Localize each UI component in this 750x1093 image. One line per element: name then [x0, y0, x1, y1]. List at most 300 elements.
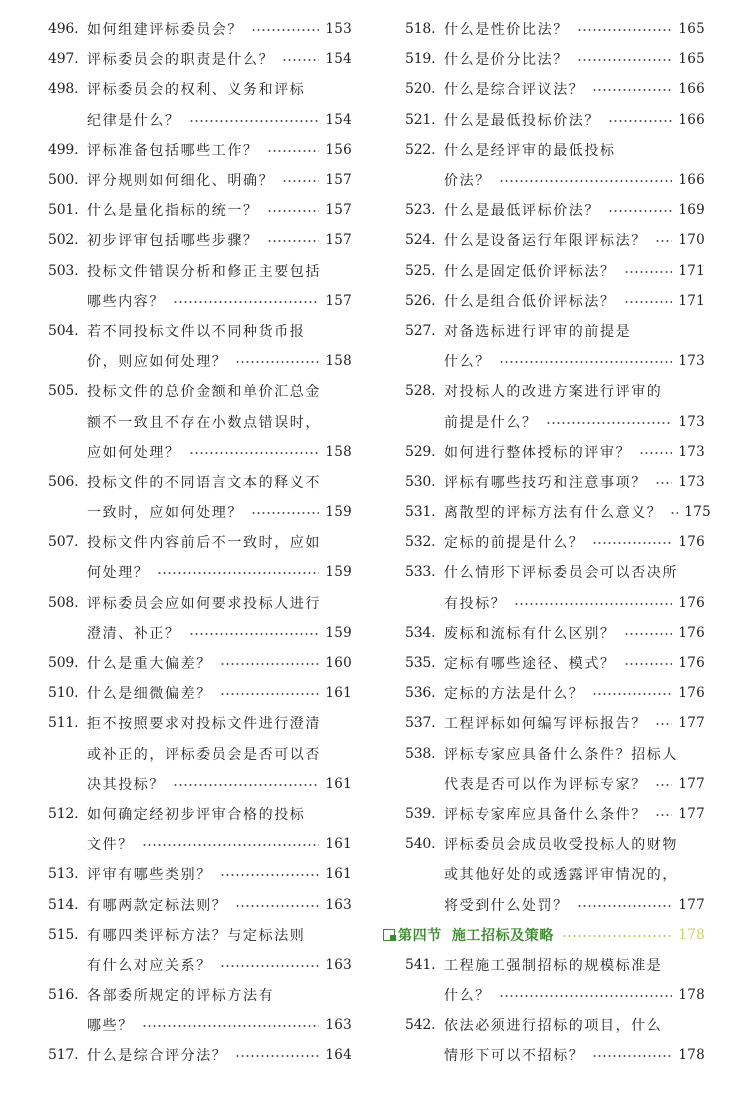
entry-title: 什么是价分比法？	[444, 52, 569, 69]
section-heading[interactable]	[398, 920, 705, 950]
dot-leader	[173, 301, 319, 303]
toc-entry-line	[48, 44, 352, 74]
toc-entry-line	[405, 618, 705, 648]
entry-title: 额不一致且不存在小数点错误时，	[87, 414, 321, 431]
toc-entry-line	[405, 859, 705, 889]
dot-leader	[592, 89, 672, 91]
entry-number: 509.	[48, 655, 79, 672]
entry-title: 或其他好处的或透露评审情况的，	[444, 867, 678, 884]
toc-entry[interactable]	[405, 286, 705, 316]
entry-title: 评标委员会成员收受投标人的财物	[444, 837, 678, 854]
dot-leader	[592, 542, 672, 544]
entry-number: 499.	[48, 141, 79, 158]
dot-leader	[499, 995, 673, 997]
dot-leader	[546, 422, 673, 424]
toc-entry-line	[48, 165, 352, 195]
dot-leader	[157, 572, 319, 574]
entry-title: 有投标？	[444, 595, 507, 612]
entry-number: 540.	[405, 836, 436, 853]
entry-page-number: 177	[678, 896, 705, 913]
entry-title: 投标文件的总价金额和单价汇总金	[87, 384, 321, 401]
entry-title: 什么是性价比法？	[444, 22, 569, 39]
dot-leader	[267, 210, 320, 212]
toc-entry[interactable]	[405, 256, 705, 286]
entry-page-number: 157	[325, 202, 352, 219]
entry-number: 513.	[48, 866, 79, 883]
toc-entry-line	[405, 980, 705, 1010]
dot-leader	[220, 663, 320, 665]
toc-entry-line	[48, 889, 352, 919]
toc-entry-line	[405, 467, 705, 497]
dot-leader	[655, 482, 673, 484]
entry-title: 纪律是什么？	[87, 112, 181, 129]
toc-entry-line	[405, 648, 705, 678]
toc-entry-line	[48, 437, 352, 467]
toc-entry-line	[48, 859, 352, 889]
entry-number: 536.	[405, 685, 436, 702]
entry-title: 对投标人的改进方案进行评审的	[444, 384, 663, 401]
toc-entry[interactable]	[405, 437, 705, 467]
entry-number: 526.	[405, 292, 436, 309]
entry-number: 524.	[405, 232, 436, 249]
entry-number: 498.	[48, 81, 79, 98]
entry-page-number: 177	[678, 805, 705, 822]
toc-entry-line	[48, 678, 352, 708]
entry-number: 537.	[405, 715, 436, 732]
toc-entry-line	[405, 497, 712, 527]
toc-entry[interactable]	[48, 165, 352, 195]
dot-leader	[189, 452, 320, 454]
entry-page-number: 178	[678, 1047, 705, 1064]
toc-entry-line	[48, 618, 352, 648]
toc-entry[interactable]	[405, 467, 705, 497]
dot-leader	[282, 59, 319, 61]
entry-number: 510.	[48, 685, 79, 702]
toc-entry-line	[48, 708, 352, 738]
toc-right-column	[398, 14, 712, 1071]
entry-page-number: 176	[678, 685, 705, 702]
toc-entry[interactable]	[48, 316, 352, 376]
entry-page-number: 166	[678, 111, 705, 128]
toc-entry[interactable]	[405, 44, 705, 74]
toc-entry-line	[405, 950, 705, 980]
toc-entry-line	[405, 44, 705, 74]
dot-leader	[173, 784, 319, 786]
toc-entry-line	[405, 829, 705, 859]
entry-page-number: 177	[678, 775, 705, 792]
toc-entry[interactable]	[48, 195, 352, 225]
entry-title: 决其投标？	[87, 776, 165, 793]
dot-leader	[655, 784, 673, 786]
entry-page-number: 166	[678, 172, 705, 189]
toc-entry[interactable]	[405, 497, 712, 527]
entry-page-number: 176	[678, 594, 705, 611]
toc-entry-line	[48, 467, 352, 497]
toc-entry[interactable]	[48, 376, 352, 467]
entry-number: 521.	[405, 111, 436, 128]
entry-title: 什么是细微偏差？	[87, 686, 212, 703]
toc-entry-line	[405, 286, 705, 316]
entry-page-number: 173	[678, 473, 705, 490]
toc-right-list	[405, 14, 712, 920]
toc-entry[interactable]	[48, 588, 352, 648]
entry-number: 505.	[48, 383, 79, 400]
toc-entry-line	[48, 829, 352, 859]
toc-entry-line	[48, 1010, 352, 1040]
entry-title: 什么是经评审的最低投标	[444, 142, 616, 159]
entry-title: 澄清、补正？	[87, 625, 181, 642]
toc-entry[interactable]	[405, 739, 705, 799]
toc-entry-line	[48, 527, 352, 557]
entry-title: 评标委员会的职责是什么？	[87, 52, 275, 69]
entry-page-number: 165	[678, 21, 705, 38]
toc-entry-line	[48, 406, 352, 436]
entry-title: 评标专家应具备什么条件？招标人	[444, 746, 678, 763]
toc-entry[interactable]	[405, 74, 705, 104]
entry-title: 若不同投标文件以不同种货币报	[87, 323, 306, 340]
entry-number: 514.	[48, 896, 79, 913]
toc-entry[interactable]	[48, 678, 352, 708]
entry-title: 哪些内容？	[87, 293, 165, 310]
entry-page-number: 166	[678, 81, 705, 98]
entry-page-number: 173	[678, 443, 705, 460]
toc-entry-line	[48, 376, 352, 406]
toc-entry[interactable]	[48, 1040, 352, 1070]
dot-leader	[577, 29, 673, 31]
dot-leader	[235, 361, 319, 363]
entry-title: 什么是设备运行年限评标法？	[444, 233, 647, 250]
entry-title: 有哪两款定标法则？	[87, 897, 228, 914]
entry-page-number: 163	[325, 956, 352, 973]
toc-entry[interactable]	[405, 316, 705, 376]
entry-page-number: 176	[678, 534, 705, 551]
toc-entry-line	[405, 588, 705, 618]
entry-number: 522.	[405, 141, 436, 158]
toc-right-list-after	[405, 950, 705, 1071]
entry-title: 一致时，应如何处理？	[87, 505, 243, 522]
toc-entry[interactable]	[48, 44, 352, 74]
entry-number: 525.	[405, 262, 436, 279]
toc-entry-line	[405, 678, 705, 708]
toc-entry-line	[405, 739, 705, 769]
toc-entry[interactable]	[405, 618, 705, 648]
toc-entry[interactable]	[48, 799, 352, 859]
toc-entry-line	[405, 14, 705, 44]
toc-entry-line	[48, 14, 352, 44]
entry-page-number: 178	[678, 987, 705, 1004]
dot-leader	[282, 180, 319, 182]
entry-number: 531.	[405, 504, 436, 521]
entry-page-number: 173	[678, 413, 705, 430]
entry-title: 评审有哪些类别？	[87, 867, 212, 884]
entry-title: 哪些？	[87, 1018, 134, 1035]
dot-leader	[655, 814, 673, 816]
entry-title: 离散型的评标方法有什么意义？	[444, 505, 663, 522]
entry-number: 520.	[405, 81, 436, 98]
entry-title: 什么情形下评标委员会可以否决所	[444, 565, 678, 582]
dot-leader	[624, 271, 673, 273]
entry-title: 什么？	[444, 354, 491, 371]
dot-leader	[251, 29, 319, 31]
toc-entry-line	[48, 769, 352, 799]
entry-title: 如何组建评标委员会？	[87, 22, 243, 39]
dot-leader	[562, 935, 672, 937]
entry-number: 538.	[405, 745, 436, 762]
toc-entry-line	[405, 437, 705, 467]
toc-entry-line	[405, 195, 705, 225]
entry-title: 定标的前提是什么？	[444, 535, 585, 552]
entry-title: 前提是什么？	[444, 414, 538, 431]
toc-entry-line	[48, 739, 352, 769]
dot-leader	[624, 301, 673, 303]
toc-entry[interactable]	[405, 527, 705, 557]
entry-title: 初步评审包括哪些步骤？	[87, 233, 259, 250]
toc-entry-line	[48, 286, 352, 316]
entry-number: 518.	[405, 21, 436, 38]
toc-entry-line	[48, 950, 352, 980]
toc-entry[interactable]	[48, 889, 352, 919]
toc-entry[interactable]	[405, 105, 705, 135]
toc-entry-line	[48, 316, 352, 346]
toc-entry-line	[405, 799, 705, 829]
toc-entry[interactable]	[405, 557, 705, 617]
dot-leader	[499, 180, 673, 182]
entry-number: 496.	[48, 21, 79, 38]
entry-number: 502.	[48, 232, 79, 249]
toc-entry[interactable]	[48, 135, 352, 165]
dot-leader	[235, 905, 319, 907]
dot-leader	[655, 240, 673, 242]
entry-page-number: 161	[325, 775, 352, 792]
section-page-number: 178	[678, 926, 705, 943]
dot-leader	[267, 150, 320, 152]
entry-number: 497.	[48, 51, 79, 68]
entry-number: 507.	[48, 534, 79, 551]
toc-entry[interactable]	[405, 195, 705, 225]
entry-page-number: 159	[325, 624, 352, 641]
toc-entry[interactable]	[48, 527, 352, 587]
entry-title: 投标文件错误分析和修正主要包括	[87, 263, 321, 280]
entry-number: 517.	[48, 1047, 79, 1064]
toc-entry[interactable]	[405, 829, 705, 920]
toc-entry-line	[48, 648, 352, 678]
entry-number: 541.	[405, 956, 436, 973]
entry-number: 539.	[405, 805, 436, 822]
entry-number: 532.	[405, 534, 436, 551]
dot-leader	[577, 905, 673, 907]
toc-entry-line	[405, 135, 705, 165]
toc-entry[interactable]	[48, 648, 352, 678]
entry-title: 各部委所规定的评标方法有	[87, 988, 275, 1005]
toc-entry[interactable]	[48, 859, 352, 889]
toc-entry-line	[405, 376, 705, 406]
toc-entry[interactable]	[405, 799, 705, 829]
toc-entry[interactable]	[405, 950, 705, 1010]
toc-entry-line	[405, 105, 705, 135]
toc-entry[interactable]	[405, 135, 705, 195]
toc-entry[interactable]	[405, 376, 705, 436]
toc-entry[interactable]	[405, 225, 705, 255]
entry-title: 定标有哪些途径、模式？	[444, 656, 616, 673]
toc-entry[interactable]	[405, 678, 705, 708]
toc-entry-line	[405, 1040, 705, 1070]
entry-page-number: 171	[678, 292, 705, 309]
entry-title: 将受到什么处罚？	[444, 897, 569, 914]
dot-leader	[220, 693, 320, 695]
entry-page-number: 161	[325, 836, 352, 853]
dot-leader	[624, 633, 673, 635]
entry-title: 或补正的，评标委员会是否可以否	[87, 746, 321, 763]
entry-page-number: 161	[325, 685, 352, 702]
section-square-icon	[383, 929, 395, 941]
toc-entry[interactable]	[48, 225, 352, 255]
toc-entry-line	[48, 105, 352, 135]
entry-number: 512.	[48, 805, 79, 822]
toc-entry[interactable]	[405, 648, 705, 678]
entry-title: 代表是否可以作为评标专家？	[444, 776, 647, 793]
entry-page-number: 163	[325, 896, 352, 913]
entry-title: 何处理？	[87, 565, 150, 582]
toc-entry-line	[405, 406, 705, 436]
entry-page-number: 170	[678, 232, 705, 249]
entry-title: 投标文件的不同语言文本的释义不	[87, 474, 321, 491]
dot-leader	[220, 874, 320, 876]
entry-page-number: 158	[325, 443, 352, 460]
entry-title: 什么？	[444, 988, 491, 1005]
dot-leader	[220, 965, 320, 967]
entry-title: 什么是综合评议法？	[444, 82, 585, 99]
entry-number: 533.	[405, 564, 436, 581]
toc-left-column	[48, 14, 352, 1071]
toc-entry-line	[405, 1010, 705, 1040]
toc-entry[interactable]	[48, 14, 352, 44]
toc-entry-line	[48, 980, 352, 1010]
entry-title: 评标委员会应如何要求投标人进行	[87, 595, 321, 612]
entry-title: 评分规则如何细化、明确？	[87, 173, 275, 190]
entry-title: 废标和流标有什么区别？	[444, 625, 616, 642]
toc-entry-line	[48, 135, 352, 165]
entry-number: 500.	[48, 172, 79, 189]
entry-page-number: 173	[678, 353, 705, 370]
entry-title: 有什么对应关系？	[87, 957, 212, 974]
toc-entry-line	[405, 225, 705, 255]
toc-entry-line	[48, 225, 352, 255]
toc-entry-line	[48, 557, 352, 587]
entry-page-number: 160	[325, 655, 352, 672]
entry-title: 拒不按照要求对投标文件进行澄清	[87, 716, 321, 733]
entry-page-number: 161	[325, 866, 352, 883]
toc-entry[interactable]	[48, 256, 352, 316]
dot-leader	[189, 633, 320, 635]
dot-leader	[608, 120, 672, 122]
toc-entry[interactable]	[48, 708, 352, 799]
entry-page-number: 157	[325, 232, 352, 249]
entry-title: 工程评标如何编写评标报告？	[444, 716, 647, 733]
dot-leader	[592, 693, 672, 695]
toc-entry-line	[48, 1040, 352, 1070]
toc-entry-line	[405, 889, 705, 919]
entry-title: 评标准备包括哪些工作？	[87, 142, 259, 159]
entry-number: 515.	[48, 926, 79, 943]
entry-number: 535.	[405, 655, 436, 672]
toc-entry-line	[405, 346, 705, 376]
entry-page-number: 159	[325, 564, 352, 581]
toc-entry[interactable]	[405, 14, 705, 44]
entry-page-number: 159	[325, 504, 352, 521]
entry-title: 什么是量化指标的统一？	[87, 203, 259, 220]
entry-title: 情形下可以不招标？	[444, 1048, 585, 1065]
entry-number: 508.	[48, 594, 79, 611]
entry-number: 501.	[48, 202, 79, 219]
entry-number: 506.	[48, 473, 79, 490]
toc-entry-line	[48, 799, 352, 829]
entry-title: 什么是组合低价评标法？	[444, 293, 616, 310]
entry-number: 503.	[48, 262, 79, 279]
entry-title: 评标委员会的权利、义务和评标	[87, 82, 306, 99]
toc-entry-line	[405, 708, 705, 738]
entry-title: 什么是最低投标价法？	[444, 112, 600, 129]
entry-title: 价法？	[444, 173, 491, 190]
entry-number: 523.	[405, 202, 436, 219]
dot-leader	[142, 844, 320, 846]
entry-title: 依法必须进行招标的项目，什么	[444, 1018, 663, 1035]
toc-entry-line	[405, 256, 705, 286]
entry-title: 文件？	[87, 837, 134, 854]
entry-number: 519.	[405, 51, 436, 68]
entry-title: 什么是最低评标价法？	[444, 203, 600, 220]
entry-page-number: 175	[684, 504, 712, 521]
dot-leader	[251, 512, 319, 514]
entry-page-number: 157	[325, 172, 352, 189]
entry-title: 如何进行整体授标的评审？	[444, 444, 632, 461]
entry-page-number: 165	[678, 51, 705, 68]
entry-number: 516.	[48, 987, 79, 1004]
entry-title: 什么是重大偏差？	[87, 656, 212, 673]
toc-entry[interactable]	[48, 467, 352, 527]
entry-title: 投标文件内容前后不一致时，应如	[87, 535, 321, 552]
toc-entry[interactable]	[405, 708, 705, 738]
toc-entry[interactable]	[48, 980, 352, 1040]
toc-entry-line	[48, 74, 352, 104]
entry-page-number: 169	[678, 202, 705, 219]
entry-number: 528.	[405, 383, 436, 400]
toc-entry-line	[405, 74, 705, 104]
dot-leader	[189, 120, 320, 122]
dot-leader	[624, 663, 673, 665]
entry-page-number: 156	[325, 141, 352, 158]
dot-leader	[499, 361, 673, 363]
dot-leader	[592, 1055, 672, 1057]
entry-page-number: 154	[325, 51, 352, 68]
dot-leader	[655, 723, 673, 725]
entry-number: 529.	[405, 443, 436, 460]
toc-entry-line	[48, 195, 352, 225]
toc-entry-line	[405, 769, 705, 799]
toc-entry[interactable]	[48, 920, 352, 980]
entry-page-number: 154	[325, 111, 352, 128]
entry-page-number: 163	[325, 1017, 352, 1034]
entry-title: 什么是固定低价评标法？	[444, 263, 616, 280]
toc-entry-line	[48, 588, 352, 618]
dot-leader	[577, 59, 673, 61]
toc-entry-line	[48, 497, 352, 527]
entry-number: 542.	[405, 1017, 436, 1034]
dot-leader	[235, 1055, 319, 1057]
toc-entry[interactable]	[405, 1010, 705, 1070]
toc-entry-line	[48, 920, 352, 950]
entry-title: 价，则应如何处理？	[87, 354, 228, 371]
toc-entry[interactable]	[48, 74, 352, 134]
